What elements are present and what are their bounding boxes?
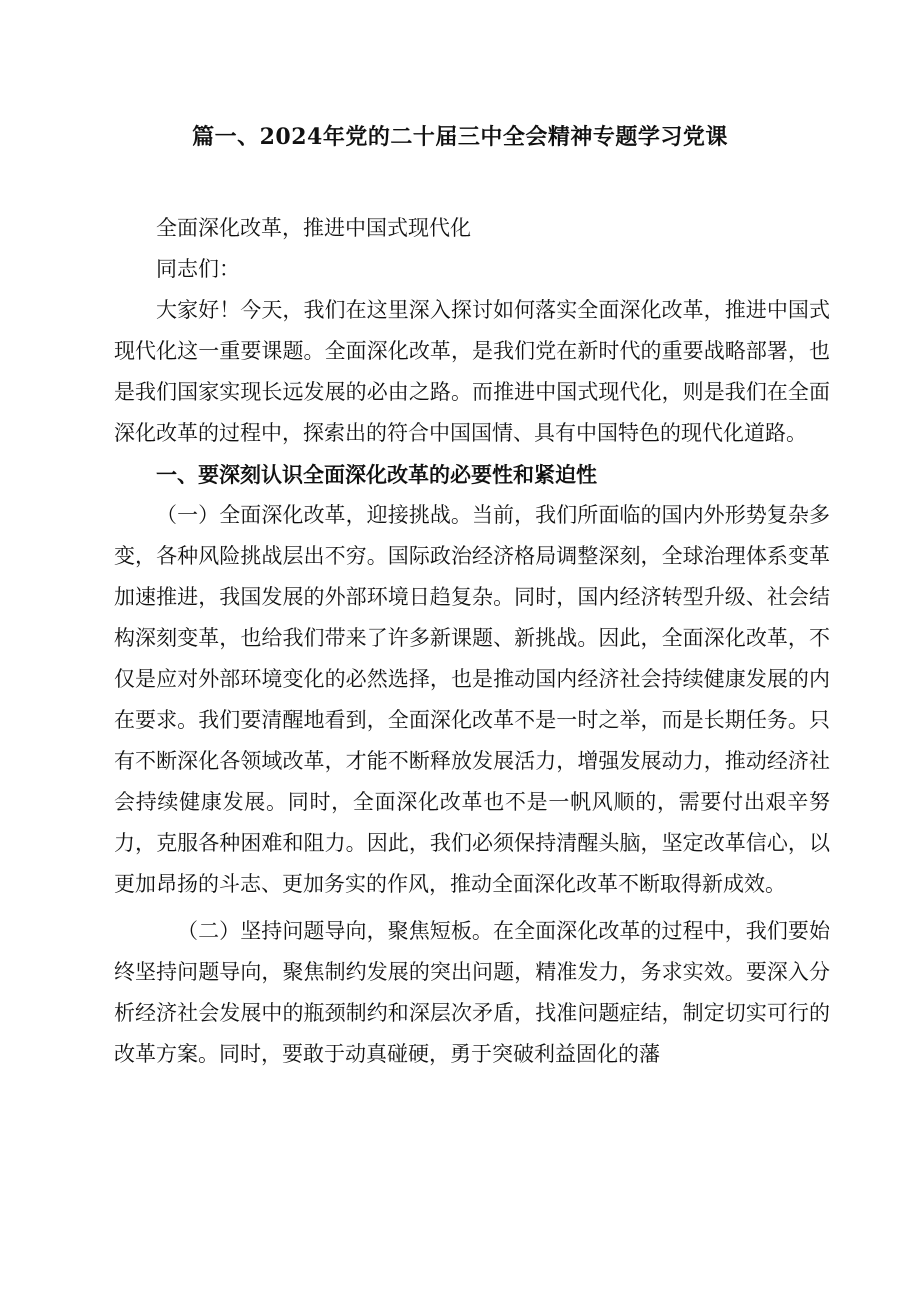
salutation: 同志们：	[156, 257, 240, 281]
document-title: 篇一、2024年党的二十届三中全会精神专题学习党课	[192, 124, 728, 150]
paragraph-problem-oriented: （二）坚持问题导向，聚焦短板。在全面深化改革的过程中，我们要始终坚持问题导向，聚焦制约发展的突出问题，精准发力，务求实效。要深入分析经济社会发展中的瓶颈制约和深层次矛盾，找准问题症结，制定切实可行的改革方案。同时，要敢于动真碰硬，勇于突破利益固化的藩	[114, 919, 830, 1066]
section-heading: 一、要深刻认识全面深化改革的必要性和紧迫性	[156, 462, 597, 487]
intro-paragraph: 大家好！今天，我们在这里深入探讨如何落实全面深化改革，推进中国式现代化这一重要课题。全面深化改革，是我们党在新时代的重要战略部署，也是我们国家实现长远发展的必由之路。而推进中国式现代化，则是我们在全面深化改革的过程中，探索出的符合中国国情、具有中国特色的现代化道路。	[114, 298, 830, 445]
document-body	[114, 208, 830, 1075]
document-subtitle: 全面深化改革，推进中国式现代化	[156, 216, 471, 240]
paragraph-challenges: （一）全面深化改革，迎接挑战。当前，我们所面临的国内外形势复杂多变，各种风险挑战层出不穷。国际政治经济格局调整深刻，全球治理体系变革加速推进，我国发展的外部环境日趋复杂。同时，国内经济转型升级、社会结构深刻变革，也给我们带来了许多新课题、新挑战。因此，全面深化改革，不仅是应对外部环境变化的必然选择，也是推动国内经济社会持续健康发展的内在要求。我们要清醒地看到，全面深化改革不是一时之举，而是长期任务。只有不断深化各领域改革，才能不断释放发展活力，增强发展动力，推动经济社会持续健康发展。同时，全面深化改革也不是一帆风顺的，需要付出艰辛努力，克服各种困难和阻力。因此，我们必须保持清醒头脑，坚定改革信心，以更加昂扬的斗志、更加务实的作风，推动全面深化改革不断取得新成效。	[114, 503, 830, 896]
